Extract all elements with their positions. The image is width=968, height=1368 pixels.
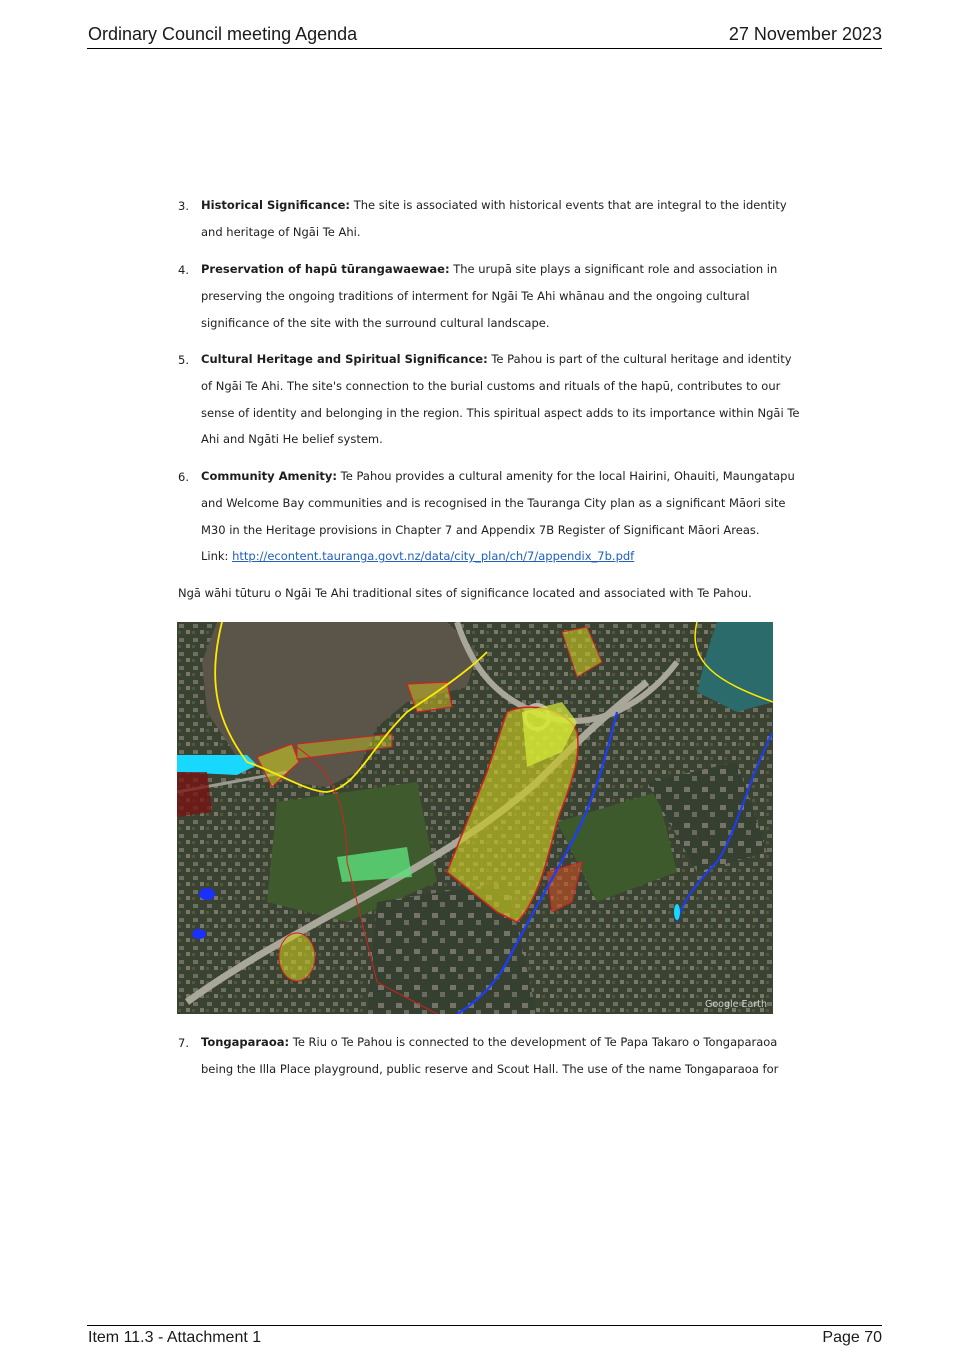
appendix-link[interactable]: http://econtent.tauranga.govt.nz/data/city_plan/ch/7/appendix_7b.pdf	[232, 549, 635, 564]
page-footer	[87, 1325, 882, 1350]
item-heading: Cultural Heritage and Spiritual Significance:	[201, 352, 488, 366]
footer-page: Page 70	[822, 1329, 882, 1346]
pond	[199, 888, 215, 900]
item-number: 4.	[178, 263, 189, 277]
item-heading: Historical Significance:	[201, 198, 351, 212]
map-caption: Ngā wāhi tūturu o Ngāi Te Ahi traditional sites of significance located and associated with Te Pahou.	[178, 586, 752, 600]
site-polygon	[177, 772, 212, 817]
site-polygon	[279, 933, 315, 981]
item-text: Te Riu o Te Pahou is connected to the development of Te Papa Takaro o Tongaparaoa being the Illa Place playground, public reserve and Scout Hall. The use of the name Tongaparaoa for	[201, 1035, 779, 1076]
map-graphic	[177, 622, 773, 1014]
item-heading: Community Amenity:	[201, 469, 338, 483]
item-paragraph	[201, 1029, 806, 1083]
footer-item: Item 11.3 - Attachment 1	[88, 1329, 262, 1346]
item-heading: Preservation of hapū tūrangawaewae:	[201, 262, 450, 276]
item-paragraph	[201, 346, 806, 453]
item-number: 5.	[178, 353, 189, 367]
page-header	[87, 22, 882, 49]
item-number: 7.	[178, 1036, 189, 1050]
item-paragraph	[201, 256, 806, 336]
header-title: Ordinary Council meeting Agenda	[88, 24, 358, 44]
item-text: Te Pahou provides a cultural amenity for the local Hairini, Ohauiti, Maungatapu and Welcome Bay communities and is recognised in the Tauranga City plan as a significant Māori site M30 in the Heritage provisions in Chapter 7 and Appendix 7B Register of Significant Māori Areas.	[201, 469, 795, 537]
pond	[192, 929, 206, 939]
item-text: The urupā site plays a significant role and association in preserving the ongoing traditions of interment for Ngāi Te Ahi whānau and the ongoing cultural significance of the site with the surround cultural landscape.	[201, 262, 778, 330]
item-text: Te Pahou is part of the cultural heritage and identity of Ngāi Te Ahi. The site's connection to the burial customs and rituals of the hapū, contributes to our sense of identity and belonging in the region. This spiritual aspect adds to its importance within Ngāi Te Ahi and Ngāti He belief system.	[201, 352, 800, 447]
link-prefix: Link:	[201, 549, 233, 564]
item-heading: Tongaparaoa:	[201, 1035, 290, 1049]
item-text: The site is associated with historical events that are integral to the identity and heritage of Ngāi Te Ahi.	[201, 198, 787, 239]
item-number: 3.	[178, 199, 189, 213]
item-paragraph	[201, 463, 806, 570]
map-attribution: Google Earth	[705, 999, 767, 1010]
pond	[674, 904, 680, 920]
item-paragraph	[201, 192, 806, 246]
aerial-map	[177, 622, 773, 1014]
item-number: 6.	[178, 470, 189, 484]
header-date: 27 November 2023	[728, 24, 882, 44]
